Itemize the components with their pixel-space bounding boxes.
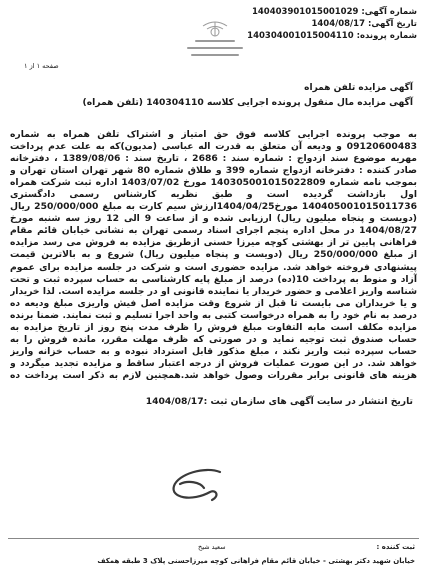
- notice-subtitle: آگهی مزایده مال منقول پرونده اجرایی کلاسه 140304110 (تلفن همراه): [82, 97, 413, 108]
- signature-image: [150, 462, 240, 508]
- case-number-label: شماره پرونده:: [356, 31, 417, 41]
- publish-date-line: تاریخ انتشار در سایت آگهی های سازمان ثبت :1404/08/17: [145, 396, 413, 407]
- footer-divider: [8, 538, 419, 539]
- ad-number-label: شماره آگهی:: [361, 7, 417, 17]
- page-indicator: صفحه ۱ از ۱: [24, 62, 59, 70]
- notice-body: به موجب پرونده اجرایی کلاسه فوق حق امتیاز و اشتراک تلفن همراه به شماره 09120600483 و ودیعه آن متعلق به قدرت اله عباسی (مدیون)که به علت عدم پرداخت مهریه موضوع سند ازدواج : شماره سند : 2686 ، تاریخ سند : 1389/08/06 ، دفترخانه صادر کننده : دفترخانه ازدواج شماره 399 و طلاق شماره 80 شهر تهران استان تهران و بموجب نامه شماره 140305001015022809 مورخ 1403/07/02 اداره ثبت شرکت همراه اول بازداشت گردیده است و طبق نظریه کارشناس رسمی دادگستری 140405001015011736 مورخ1404/04/25ارزش سیم کارت به مبلغ 250/000/000 ریال (دویست و پنجاه میلیون ریال) ارزیابی شده و از ساعت 9 الی 12 روز سه شنبه مورخ 1404/08/27 در محل اداره پنجم اجرای اسناد رسمی تهران به نشانی خیابان قائم مقام فراهانی پایین تر از بهشتی کوچه میرزا حسنی ازطریق مزایده به فروش می رسد مزایده از مبلغ 250/000/000 ریال (دویست و پنجاه میلیون ریال) شروع و به بالاترین قیمت پیشنهادی فروخته خواهد شد. مزایده حضوری است و شرکت در جلسه مزایده برای عموم آزاد و منوط به پرداخت 10(ده) درصد از مبلغ پایه کارشناسی به حساب سپرده ثبت و تحت شناسه واریز اعلامی و حضور خریدار یا نماینده قانونی او در جلسه مزایده است. لذا خریدار و یا خریداران می بایست تا قبل از شروع وقت مزایده اصل فیش واریزی مبلغ ودیعه ده درصد به نام خود را به همراه درخواست کتبی به واحد اجرا تسلیم و ثبت نمایند. ضمنا برنده مزایده مکلف است مابه التفاوت مبلغ فروش را ظرف مدت پنج روز از تاریخ مزایده به حساب صندوق ثبت توجیه نماید و در صورتی که ظرف مهلت مقرر، مانده فروش را به حساب سپرده ثبت واریز نکند ، مبلغ مذکور قابل استرداد نبوده و به حساب خزانه واریز خواهد شد. در این صورت عملیات فروش از درجه اعتبار ساقط و مزایده تجدید میگردد و هزینه های قانونی برابر مقررات وصول خواهد شد.همچنین لازم به ذکر است پرداخت ده: [10, 129, 417, 380]
- case-number: 140304001015004110: [247, 31, 354, 41]
- office-address: خیابان شهید دکتر بهشتی - خیابان قائم مقام فراهانی کوچه میرزاحسنی پلاک 3 طبقه همکف: [97, 557, 415, 565]
- ad-date: 1404/08/17: [311, 19, 365, 29]
- registered-by-label: ثبت کننده :: [376, 543, 415, 551]
- notice-title: آگهی مزایده تلفن همراه: [304, 83, 413, 93]
- organization-emblem-logo: [165, 16, 265, 66]
- ad-date-label: تاریخ آگهی:: [367, 19, 417, 29]
- registered-by-user: سعید شیخ: [198, 543, 226, 551]
- ad-number: 140403901015001029: [251, 7, 359, 17]
